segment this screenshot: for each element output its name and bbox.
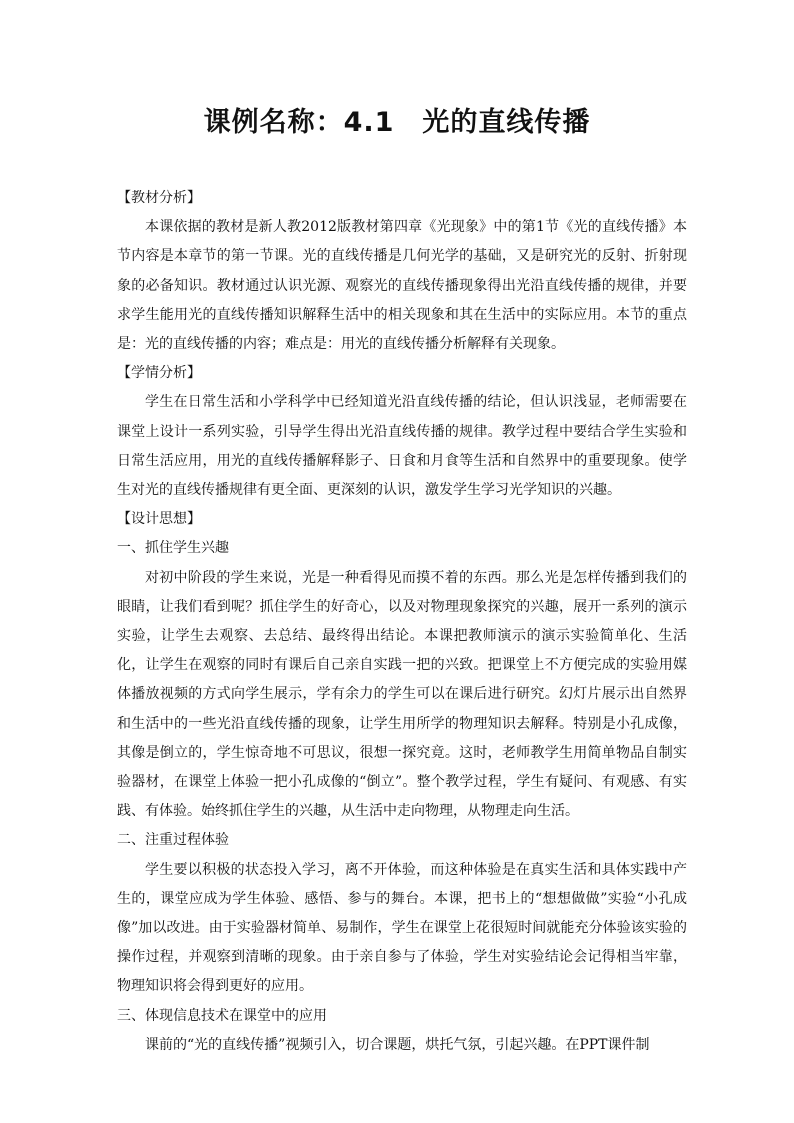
section-heading-design-ideas: 【设计思想】 bbox=[117, 511, 201, 528]
document-body bbox=[117, 184, 687, 1060]
subsection-title-it-application: 三、体现信息技术在课堂中的应用 bbox=[117, 1007, 327, 1024]
section-heading-student-analysis: 【学情分析】 bbox=[117, 365, 201, 382]
section-heading-textbook-analysis: 【教材分析】 bbox=[117, 190, 201, 206]
lesson-title: 课例名称：4.1 光的直线传播 bbox=[203, 107, 591, 138]
student-analysis-paragraph: 学生在日常生活和小学科学中已经知道光沿直线传播的结论，但认识浅显，老师需要在课堂上设计一系列实验，引导学生得出光沿直线传播的规律。教学过程中要结合学生实验和日常生活应用，用光的直线传播解释影子、日食和月食等生活和自然界中的重要现象。使学生对光的直线传播规律有更全面、更深刻的认识，激发学生学习光学知识的兴趣。 bbox=[117, 394, 687, 499]
subsection-paragraph-experience: 学生要以积极的状态投入学习，离不开体验，而这种体验是在真实生活和具体实践中产生的，课堂应成为学生体验、感悟、参与的舞台。本课，把书上的“想想做做”实验“小孔成像”加以改进。由于实验器材简单、易制作，学生在课堂上花很短时间就能充分体验该实验的操作过程，并观察到清晰的现象。由于亲自参与了体验，学生对实验结论会记得相当牢靠，物理知识将会得到更好的应用。 bbox=[117, 861, 687, 995]
subsection-paragraph-interest: 对初中阶段的学生来说，光是一种看得见而摸不着的东西。那么光是怎样传播到我们的眼睛，让我们看到呢？抓住学生的好奇心，以及对物理现象探究的兴趣，展开一系列的演示实验，让学生去观察、去总结、最终得出结论。本课把教师演示的演示实验简单化、生活化，让学生在观察的同时有课后自己亲自实践一把的兴致。把课堂上不方便完成的实验用媒体播放视频的方式向学生展示，学有余力的学生可以在课后进行研究。幻灯片展示出自然界和生活中的一些光沿直线传播的现象，让学生用所学的物理知识去解释。特别是小孔成像，其像是倒立的，学生惊奇地不可思议，很想一探究竟。这时，老师教学生用简单物品自制实验器材，在课堂上体验一把小孔成像的“倒立”。整个教学过程，学生有疑问、有观感、有实践、有体验。始终抓住学生的兴趣，从生活中走向物理，从物理走向生活。 bbox=[117, 569, 687, 820]
subsection-title-interest: 一、抓住学生兴趣 bbox=[117, 540, 229, 557]
subsection-title-experience: 二、注重过程体验 bbox=[117, 832, 229, 849]
textbook-analysis-paragraph: 本课依据的教材是新人教2012版教材第四章《光现象》中的第1节《光的直线传播》本节内容是本章节的第一节课。光的直线传播是几何光学的基础，又是研究光的反射、折射现象的必备知识。教材通过认识光源、观察光的直线传播现象得出光沿直线传播的规律，并要求学生能用光的直线传播知识解释生活中的相关现象和其在生活中的实际应用。本节的重点是：光的直线传播的内容；难点是：用光的直线传播分析解释有关现象。 bbox=[117, 219, 687, 353]
subsection-paragraph-it-application: 课前的“光的直线传播”视频引入，切合课题，烘托气氛，引起兴趣。在PPT课件制 bbox=[145, 1036, 650, 1053]
